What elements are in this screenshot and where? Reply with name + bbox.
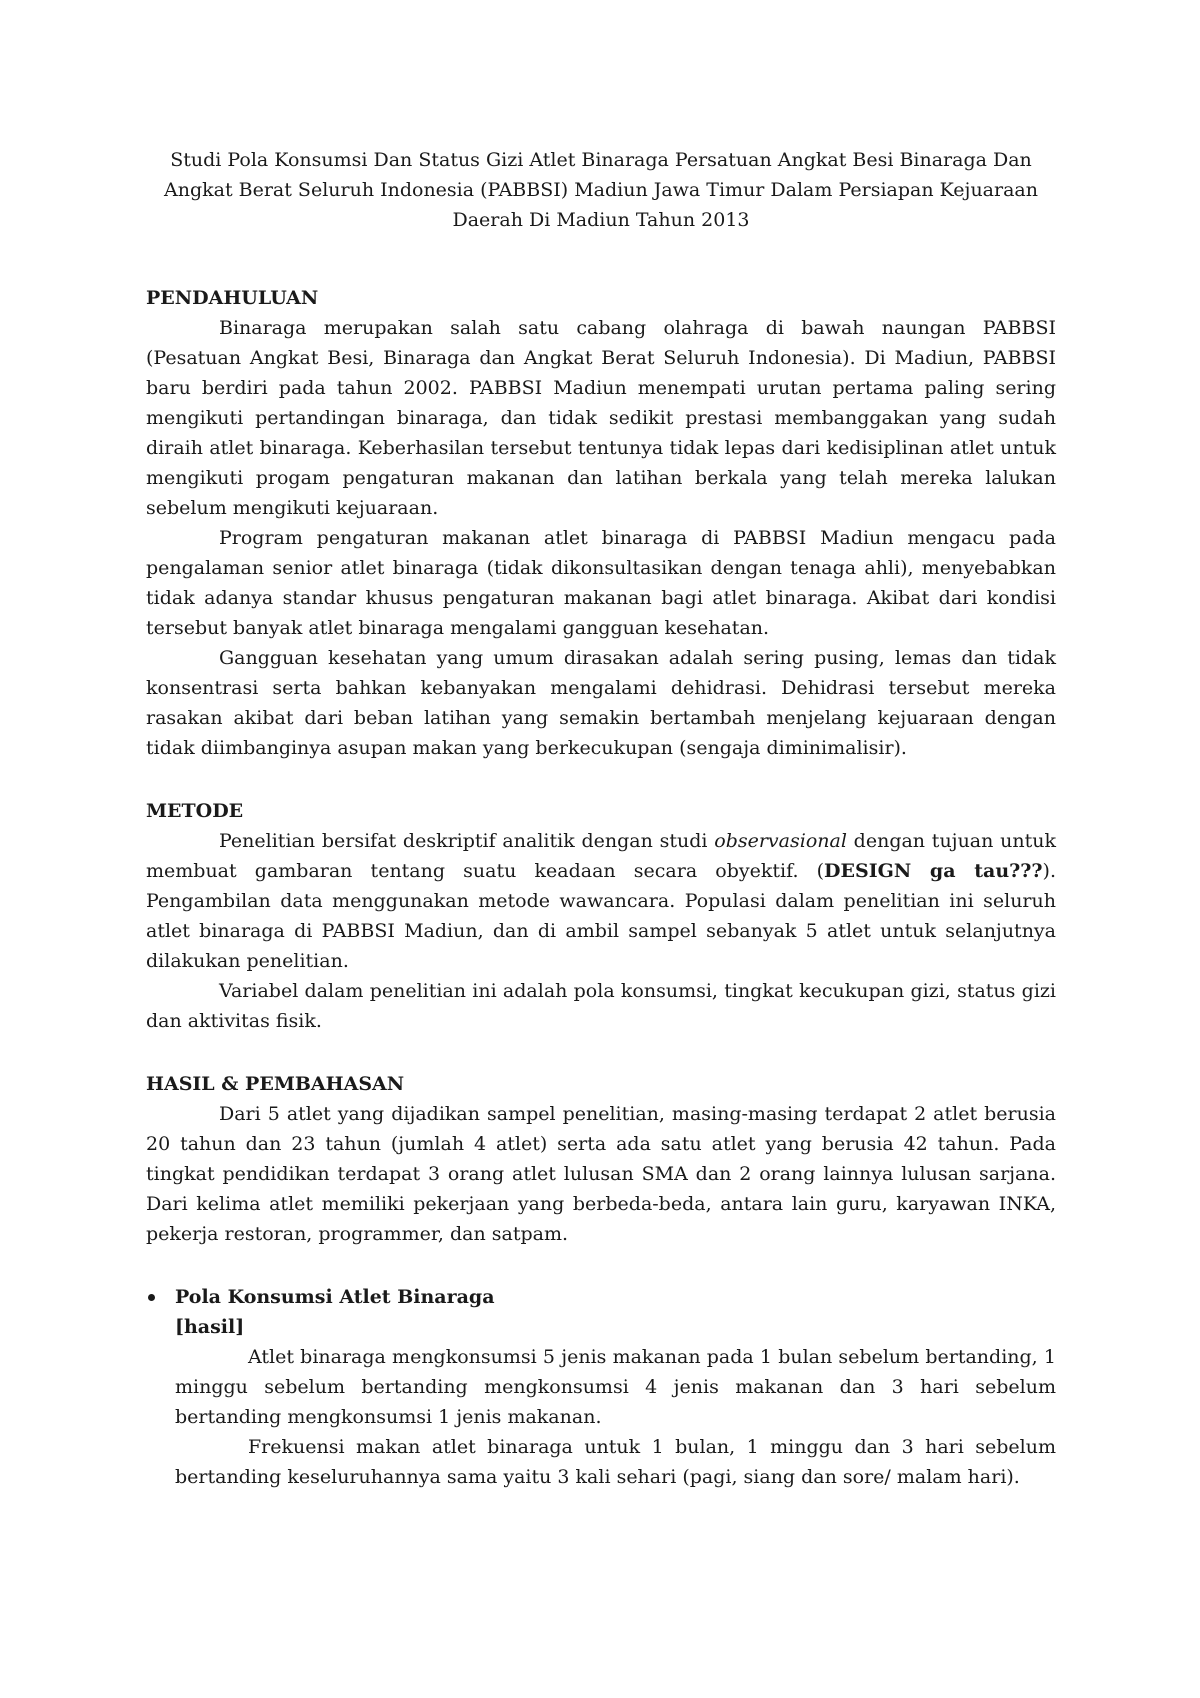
text-run: dengan tujuan untuk membuat gambaran tentang suatu keadaan secara obyektif. ( — [146, 830, 1057, 882]
text-run: ). Pengambilan data menggunakan metode wawancara. Populasi dalam penelitian ini seluruh atlet binaraga di PABBSI Madiun, dan di ambil sampel sebanyak 5 atlet untuk selanjutnya dilakukan penelitian. — [146, 860, 1056, 972]
section-metode — [146, 796, 1056, 1036]
section-pendahuluan — [146, 283, 1056, 763]
paragraph: Atlet binaraga mengkonsumsi 5 jenis makanan pada 1 bulan sebelum bertanding, 1 minggu sebelum bertanding mengkonsumsi 4 jenis makanan dan 3 hari sebelum bertanding mengkonsumsi 1 jenis makanan. — [175, 1346, 1056, 1428]
paragraph: Variabel dalam penelitian ini adalah pola konsumsi, tingkat kecukupan gizi, status gizi dan aktivitas fisik. — [146, 980, 1056, 1032]
section-hasil — [146, 1069, 1056, 1249]
paragraph: Dari 5 atlet yang dijadikan sampel penelitian, masing-masing terdapat 2 atlet berusia 20 tahun dan 23 tahun (jumlah 4 atlet) serta ada satu atlet yang berusia 42 tahun. Pada tingkat pendidikan terdapat 3 orang atlet lulusan SMA dan 2 orang lainnya lulusan sarjana. Dari kelima atlet memiliki pekerjaan yang berbeda-beda, antara lain guru, karyawan INKA, pekerja restoran, programmer, dan satpam. — [146, 1103, 1056, 1245]
paragraph: Gangguan kesehatan yang umum dirasakan adalah sering pusing, lemas dan tidak konsentrasi serta bahkan kebanyakan mengalami dehidrasi. Dehidrasi tersebut mereka rasakan akibat dari beban latihan yang semakin bertambah menjelang kejuaraan dengan tidak diimbanginya asupan makan yang berkecukupan (sengaja diminimalisir). — [146, 647, 1056, 759]
bold-note: DESIGN ga tau??? — [824, 860, 1043, 882]
paragraph — [146, 826, 1056, 976]
paragraph: Binaraga merupakan salah satu cabang olahraga di bawah naungan PABBSI (Pesatuan Angkat Besi, Binaraga dan Angkat Berat Seluruh Indonesia). Di Madiun, PABBSI baru berdiri pada tahun 2002. PABBSI Madiun menempati urutan pertama paling sering mengikuti pertandingan binaraga, dan tidak sedikit prestasi membanggakan yang sudah diraih atlet binaraga. Keberhasilan tersebut tentunya tidak lepas dari kedisiplinan atlet untuk mengikuti progam pengaturan makanan dan latihan berkala yang telah mereka lalukan sebelum mengikuti kejuaraan. — [146, 317, 1056, 519]
heading-hasil: HASIL & PEMBAHASAN — [146, 1073, 405, 1095]
heading-pendahuluan: PENDAHULUAN — [146, 287, 319, 309]
text-run: Penelitian bersifat deskriptif analitik dengan studi — [219, 830, 715, 852]
paragraph: Frekuensi makan atlet binaraga untuk 1 bulan, 1 minggu dan 3 hari sebelum bertanding keseluruhannya sama yaitu 3 kali sehari (pagi, siang dan sore/ malam hari). — [175, 1436, 1056, 1488]
italic-term: observasional — [714, 830, 847, 852]
bullet-icon — [148, 1294, 155, 1301]
document-page — [146, 145, 1056, 1492]
heading-metode: METODE — [146, 800, 244, 822]
bullet-title: Pola Konsumsi Atlet Binaraga — [175, 1286, 495, 1308]
bullet-pola-konsumsi — [146, 1282, 1056, 1492]
document-title: Studi Pola Konsumsi Dan Status Gizi Atlet Binaraga Persatuan Angkat Besi Binaraga Dan Angkat Berat Seluruh Indonesia (PABBSI) Madiun Jawa Timur Dalam Persiapan Kejuaraan Daerah Di Madiun Tahun 2013 — [164, 149, 1038, 231]
sub-label: [hasil] — [175, 1316, 245, 1338]
paragraph: Program pengaturan makanan atlet binaraga di PABBSI Madiun mengacu pada pengalaman senior atlet binaraga (tidak dikonsultasikan dengan tenaga ahli), menyebabkan tidak adanya standar khusus pengaturan makanan bagi atlet binaraga. Akibat dari kondisi tersebut banyak atlet binaraga mengalami gangguan kesehatan. — [146, 527, 1056, 639]
